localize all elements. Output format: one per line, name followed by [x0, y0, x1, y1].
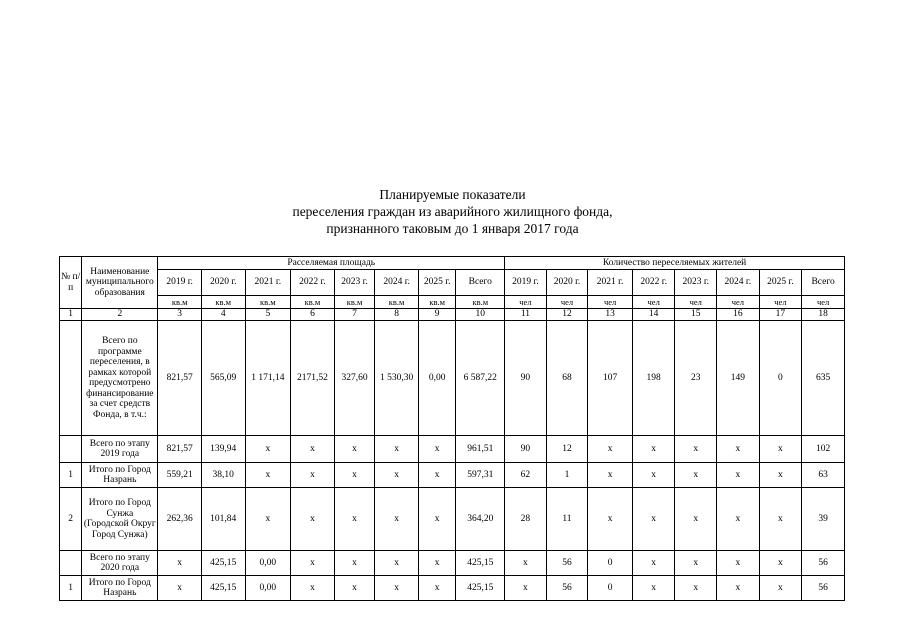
people-year-header: 2024 г.: [717, 270, 760, 296]
area-value-cell: x: [375, 488, 419, 551]
title-line-3: признанного таковым до 1 января 2017 года: [326, 221, 579, 236]
people-value-cell: 198: [632, 321, 675, 436]
area-year-header: 2022 г.: [291, 270, 335, 296]
people-value-cell: 90: [505, 321, 547, 436]
area-value-cell: 38,10: [201, 463, 245, 488]
row-name-cell: Всего по программе переселения, в рамках которой предусмотрено финансирование за счет средств Фонда, в т.ч.:: [82, 321, 158, 436]
area-value-cell: 559,21: [158, 463, 202, 488]
area-value-cell: x: [158, 576, 202, 601]
people-value-cell: x: [717, 488, 760, 551]
table-row: [60, 321, 845, 436]
people-unit-cell: чел: [588, 296, 633, 309]
row-name-cell: Итого по Город Сунжа (Городской Округ Город Сунжа): [82, 488, 158, 551]
people-value-cell: x: [675, 463, 717, 488]
area-value-cell: 364,20: [456, 488, 505, 551]
people-value-cell: 39: [802, 488, 845, 551]
area-value-cell: x: [418, 463, 456, 488]
people-year-header: 2021 г.: [588, 270, 633, 296]
area-unit-cell: кв.м: [375, 296, 419, 309]
area-value-cell: x: [291, 551, 335, 576]
people-value-cell: x: [759, 576, 802, 601]
row-number-cell: 2: [60, 488, 82, 551]
row-number-cell: [60, 321, 82, 436]
table-row: [60, 436, 845, 463]
people-value-cell: x: [759, 551, 802, 576]
row-name-cell: Всего по этапу 2019 года: [82, 436, 158, 463]
row-number-cell: [60, 436, 82, 463]
area-value-cell: x: [291, 463, 335, 488]
area-value-cell: x: [418, 551, 456, 576]
people-value-cell: x: [632, 488, 675, 551]
people-year-header: 2023 г.: [675, 270, 717, 296]
people-year-header: 2020 г.: [546, 270, 588, 296]
header-name: Наименование муниципального образования: [82, 257, 158, 309]
area-value-cell: x: [334, 436, 375, 463]
area-value-cell: 0,00: [418, 321, 456, 436]
people-value-cell: 68: [546, 321, 588, 436]
area-value-cell: 821,57: [158, 436, 202, 463]
people-value-cell: x: [588, 463, 633, 488]
row-number-cell: [60, 551, 82, 576]
people-value-cell: 0: [588, 551, 633, 576]
area-value-cell: 425,15: [201, 551, 245, 576]
area-value-cell: 821,57: [158, 321, 202, 436]
area-value-cell: x: [418, 488, 456, 551]
column-number-cell: 9: [418, 309, 456, 321]
people-value-cell: x: [759, 463, 802, 488]
area-value-cell: 101,84: [201, 488, 245, 551]
people-value-cell: 23: [675, 321, 717, 436]
people-value-cell: x: [717, 576, 760, 601]
people-unit-cell: чел: [632, 296, 675, 309]
area-unit-cell: кв.м: [201, 296, 245, 309]
people-year-header: Всего: [802, 270, 845, 296]
column-number-cell: 16: [717, 309, 760, 321]
people-year-header: 2022 г.: [632, 270, 675, 296]
people-value-cell: x: [632, 551, 675, 576]
people-value-cell: x: [675, 551, 717, 576]
people-value-cell: 62: [505, 463, 547, 488]
column-number-cell: 5: [245, 309, 291, 321]
people-value-cell: 63: [802, 463, 845, 488]
area-value-cell: 0,00: [245, 551, 291, 576]
table-row: [60, 463, 845, 488]
people-value-cell: x: [505, 551, 547, 576]
resettlement-table: [59, 256, 845, 601]
area-unit-cell: кв.м: [245, 296, 291, 309]
people-unit-cell: чел: [505, 296, 547, 309]
area-year-header: 2020 г.: [201, 270, 245, 296]
row-name-cell: Итого по Город Назрань: [82, 463, 158, 488]
title-line-1: Планируемые показатели: [379, 187, 526, 202]
row-number-cell: 1: [60, 576, 82, 601]
people-value-cell: x: [759, 488, 802, 551]
area-value-cell: x: [334, 463, 375, 488]
area-value-cell: x: [334, 488, 375, 551]
people-value-cell: x: [759, 436, 802, 463]
area-unit-cell: кв.м: [334, 296, 375, 309]
row-name-cell: Всего по этапу 2020 года: [82, 551, 158, 576]
area-year-header: 2023 г.: [334, 270, 375, 296]
people-value-cell: 102: [802, 436, 845, 463]
area-unit-cell: кв.м: [291, 296, 335, 309]
area-value-cell: x: [375, 551, 419, 576]
people-value-cell: 11: [546, 488, 588, 551]
table-row: [60, 576, 845, 601]
column-number-cell: 12: [546, 309, 588, 321]
area-value-cell: 425,15: [456, 576, 505, 601]
people-value-cell: 635: [802, 321, 845, 436]
people-value-cell: x: [632, 436, 675, 463]
area-value-cell: x: [291, 436, 335, 463]
area-value-cell: x: [245, 436, 291, 463]
area-value-cell: 2171,52: [291, 321, 335, 436]
header-num: № п/п: [60, 257, 82, 309]
table-row: [60, 488, 845, 551]
area-value-cell: x: [334, 576, 375, 601]
row-name-cell: Итого по Город Назрань: [82, 576, 158, 601]
area-value-cell: x: [375, 576, 419, 601]
row-number-cell: 1: [60, 463, 82, 488]
area-unit-cell: кв.м: [418, 296, 456, 309]
area-value-cell: x: [375, 463, 419, 488]
people-year-header: 2025 г.: [759, 270, 802, 296]
people-value-cell: x: [675, 436, 717, 463]
people-value-cell: 56: [802, 551, 845, 576]
area-unit-cell: кв.м: [456, 296, 505, 309]
area-value-cell: x: [158, 551, 202, 576]
area-value-cell: 0,00: [245, 576, 291, 601]
column-number-cell: 2: [82, 309, 158, 321]
people-unit-cell: чел: [802, 296, 845, 309]
header-people-group: Количество переселяемых жителей: [505, 257, 845, 270]
people-unit-cell: чел: [717, 296, 760, 309]
people-value-cell: 0: [588, 576, 633, 601]
area-value-cell: 425,15: [201, 576, 245, 601]
area-value-cell: 565,09: [201, 321, 245, 436]
people-value-cell: 90: [505, 436, 547, 463]
column-number-cell: 15: [675, 309, 717, 321]
people-unit-cell: чел: [759, 296, 802, 309]
area-value-cell: 6 587,22: [456, 321, 505, 436]
people-year-header: 2019 г.: [505, 270, 547, 296]
column-number-cell: 14: [632, 309, 675, 321]
people-value-cell: 56: [546, 576, 588, 601]
area-value-cell: 139,94: [201, 436, 245, 463]
area-value-cell: 1 530,30: [375, 321, 419, 436]
area-value-cell: x: [375, 436, 419, 463]
column-number-cell: 13: [588, 309, 633, 321]
area-year-header: 2025 г.: [418, 270, 456, 296]
area-year-header: 2019 г.: [158, 270, 202, 296]
area-value-cell: x: [418, 576, 456, 601]
people-value-cell: x: [717, 436, 760, 463]
table-row: [60, 551, 845, 576]
people-value-cell: 28: [505, 488, 547, 551]
area-year-header: 2024 г.: [375, 270, 419, 296]
people-unit-cell: чел: [675, 296, 717, 309]
people-value-cell: x: [588, 488, 633, 551]
area-unit-cell: кв.м: [158, 296, 202, 309]
people-value-cell: x: [632, 463, 675, 488]
area-value-cell: x: [291, 576, 335, 601]
column-number-cell: 11: [505, 309, 547, 321]
column-number-cell: 7: [334, 309, 375, 321]
column-number-cell: 8: [375, 309, 419, 321]
people-value-cell: 149: [717, 321, 760, 436]
area-value-cell: x: [245, 488, 291, 551]
area-year-header: Всего: [456, 270, 505, 296]
people-value-cell: 0: [759, 321, 802, 436]
area-value-cell: 262,36: [158, 488, 202, 551]
people-value-cell: x: [675, 576, 717, 601]
area-value-cell: 1 171,14: [245, 321, 291, 436]
area-value-cell: 597,31: [456, 463, 505, 488]
people-value-cell: x: [588, 436, 633, 463]
people-unit-cell: чел: [546, 296, 588, 309]
area-value-cell: x: [245, 463, 291, 488]
people-value-cell: x: [632, 576, 675, 601]
area-value-cell: x: [418, 436, 456, 463]
people-value-cell: x: [675, 488, 717, 551]
column-number-cell: 4: [201, 309, 245, 321]
people-value-cell: x: [717, 463, 760, 488]
column-number-cell: 17: [759, 309, 802, 321]
header-area-group: Расселяемая площадь: [158, 257, 505, 270]
people-value-cell: x: [717, 551, 760, 576]
people-value-cell: 1: [546, 463, 588, 488]
people-value-cell: 56: [802, 576, 845, 601]
area-value-cell: x: [291, 488, 335, 551]
people-value-cell: 107: [588, 321, 633, 436]
people-value-cell: 12: [546, 436, 588, 463]
column-number-cell: 3: [158, 309, 202, 321]
people-value-cell: 56: [546, 551, 588, 576]
document-title: [0, 186, 905, 237]
area-value-cell: 961,51: [456, 436, 505, 463]
title-line-2: переселения граждан из аварийного жилищного фонда,: [292, 204, 613, 219]
column-number-cell: 10: [456, 309, 505, 321]
area-year-header: 2021 г.: [245, 270, 291, 296]
column-number-cell: 6: [291, 309, 335, 321]
people-value-cell: x: [505, 576, 547, 601]
area-value-cell: 327,60: [334, 321, 375, 436]
column-number-cell: 1: [60, 309, 82, 321]
area-value-cell: x: [334, 551, 375, 576]
area-value-cell: 425,15: [456, 551, 505, 576]
column-number-cell: 18: [802, 309, 845, 321]
